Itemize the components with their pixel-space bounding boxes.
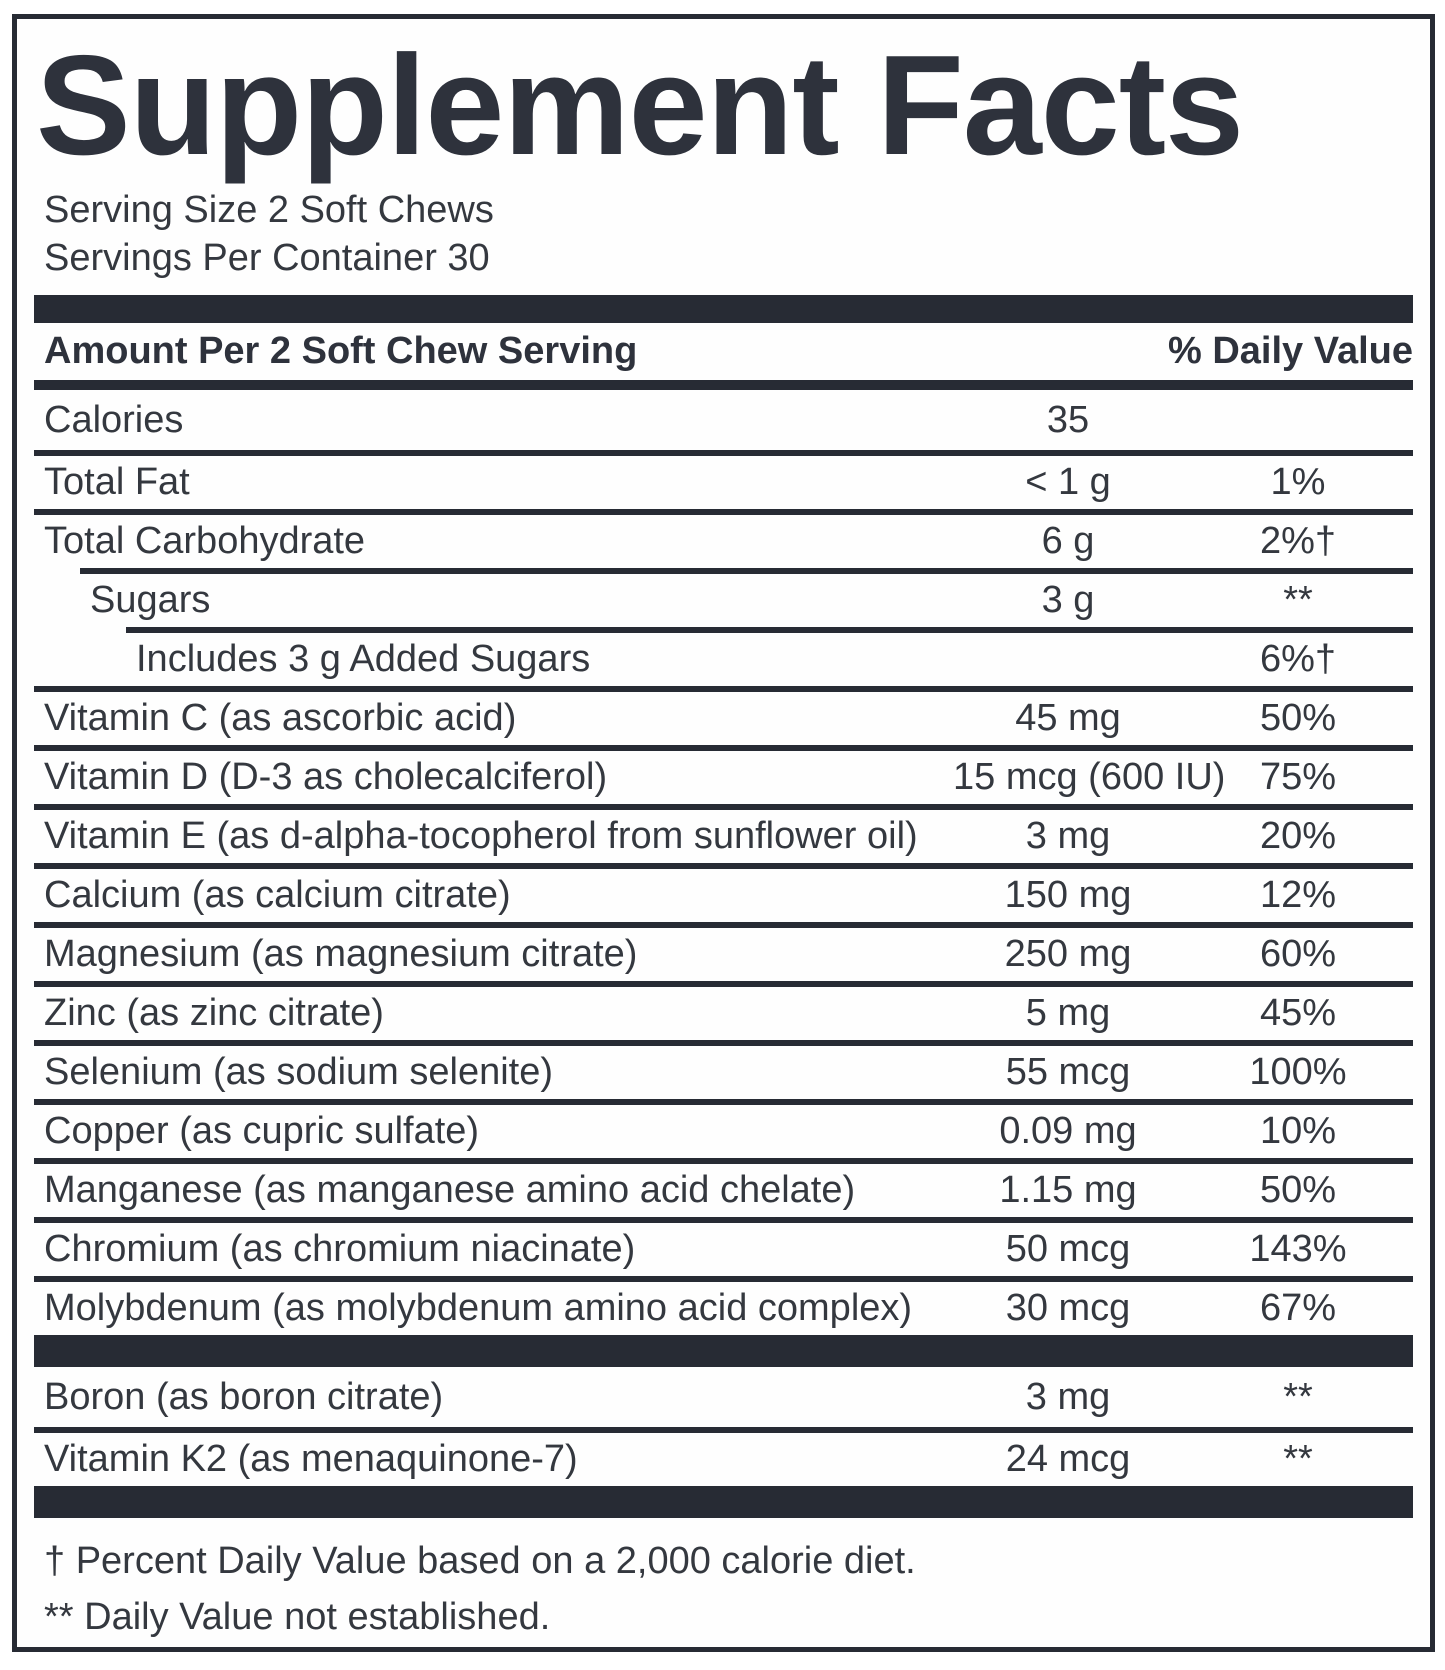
nutrient-row bbox=[34, 1158, 1413, 1217]
nutrient-name: Calcium (as calcium citrate) bbox=[44, 874, 511, 916]
footnote-daily-value: † Percent Daily Value based on a 2,000 calorie diet. bbox=[44, 1540, 916, 1582]
nutrient-amount: 3 g bbox=[1041, 579, 1095, 621]
nutrient-name: Calories bbox=[44, 398, 184, 441]
nutrient-amount: 3 mg bbox=[1025, 815, 1111, 857]
nutrient-amount: 3 mg bbox=[1025, 1375, 1111, 1418]
amount-column-header: Amount Per 2 Soft Chew Serving bbox=[44, 330, 638, 372]
nutrient-name: Boron (as boron citrate) bbox=[44, 1375, 444, 1418]
nutrient-daily-value: 50% bbox=[1259, 1169, 1337, 1211]
daily-value-column-header: % Daily Value bbox=[1167, 330, 1413, 372]
nutrient-amount: < 1 g bbox=[1025, 461, 1111, 503]
supplement-facts-panel bbox=[12, 14, 1435, 1652]
nutrient-daily-value: 60% bbox=[1259, 933, 1337, 975]
nutrient-daily-value: 100% bbox=[1249, 1051, 1347, 1093]
middle-divider-bar bbox=[34, 1335, 1413, 1367]
nutrient-name: Zinc (as zinc citrate) bbox=[44, 992, 384, 1034]
nutrient-row bbox=[126, 627, 1413, 686]
nutrient-daily-value: 143% bbox=[1249, 1228, 1347, 1270]
nutrient-row bbox=[34, 686, 1413, 745]
nutrient-daily-value: 67% bbox=[1259, 1287, 1337, 1329]
nutrient-daily-value: 1% bbox=[1270, 461, 1326, 503]
nutrient-name: Copper (as cupric sulfate) bbox=[44, 1110, 480, 1152]
nutrient-name: Magnesium (as magnesium citrate) bbox=[44, 933, 638, 975]
nutrient-amount: 30 mcg bbox=[1005, 1287, 1131, 1329]
nutrient-row bbox=[34, 1367, 1413, 1427]
nutrient-row bbox=[34, 1040, 1413, 1099]
nutrient-row bbox=[34, 922, 1413, 981]
nutrient-row bbox=[34, 509, 1413, 568]
nutrient-row bbox=[34, 863, 1413, 922]
nutrient-amount: 15 mcg (600 IU) bbox=[953, 756, 1226, 798]
nutrient-row bbox=[80, 568, 1413, 627]
nutrient-row bbox=[34, 745, 1413, 804]
nutrient-name: Manganese (as manganese amino acid chelate) bbox=[44, 1169, 856, 1211]
nutrient-daily-value: ** bbox=[1283, 1375, 1313, 1418]
nutrient-name: Vitamin K2 (as menaquinone-7) bbox=[44, 1438, 578, 1480]
nutrient-row bbox=[34, 1427, 1413, 1486]
nutrient-amount: 24 mcg bbox=[1005, 1438, 1131, 1480]
nutrient-daily-value: 10% bbox=[1259, 1110, 1337, 1152]
header-divider-rule bbox=[34, 380, 1413, 390]
nutrient-daily-value: 45% bbox=[1259, 992, 1337, 1034]
nutrient-amount: 5 mg bbox=[1025, 992, 1111, 1034]
nutrient-row bbox=[34, 1099, 1413, 1158]
nutrient-daily-value: ** bbox=[1283, 1438, 1313, 1480]
nutrient-name: Molybdenum (as molybdenum amino acid complex) bbox=[44, 1287, 913, 1329]
nutrient-amount: 6 g bbox=[1041, 520, 1095, 562]
nutrient-row bbox=[34, 1276, 1413, 1335]
nutrient-name: Vitamin C (as ascorbic acid) bbox=[44, 697, 517, 739]
nutrient-row bbox=[34, 804, 1413, 863]
nutrient-amount: 250 mg bbox=[1004, 933, 1132, 975]
nutrient-daily-value: 50% bbox=[1259, 697, 1337, 739]
nutrient-name: Chromium (as chromium niacinate) bbox=[44, 1228, 636, 1270]
nutrient-table bbox=[34, 390, 1413, 1335]
nutrient-daily-value: ** bbox=[1283, 579, 1313, 621]
nutrient-name: Total Fat bbox=[44, 461, 190, 503]
footnote-not-established: ** Daily Value not established. bbox=[44, 1596, 551, 1638]
top-divider-bar bbox=[34, 295, 1413, 323]
servings-per-container-line: Servings Per Container 30 bbox=[44, 237, 490, 279]
nutrient-daily-value: 6%† bbox=[1259, 638, 1337, 680]
nutrient-row bbox=[34, 981, 1413, 1040]
nutrient-daily-value: 2%† bbox=[1259, 520, 1337, 562]
nutrient-daily-value: 75% bbox=[1259, 756, 1337, 798]
nutrient-amount: 0.09 mg bbox=[999, 1110, 1137, 1152]
secondary-nutrient-table bbox=[34, 1367, 1413, 1486]
nutrient-amount: 50 mcg bbox=[1005, 1228, 1131, 1270]
nutrient-name: Vitamin E (as d-alpha-tocopherol from sunflower oil) bbox=[44, 815, 918, 857]
panel-title: Supplement Facts bbox=[36, 26, 1244, 185]
nutrient-daily-value: 12% bbox=[1259, 874, 1337, 916]
nutrient-amount: 35 bbox=[1046, 398, 1090, 441]
nutrient-name: Selenium (as sodium selenite) bbox=[44, 1051, 554, 1093]
nutrient-daily-value: 20% bbox=[1259, 815, 1337, 857]
nutrient-amount: 55 mcg bbox=[1005, 1051, 1131, 1093]
nutrient-row bbox=[34, 450, 1413, 509]
nutrient-amount: 150 mg bbox=[1004, 874, 1132, 916]
nutrient-row bbox=[34, 1217, 1413, 1276]
nutrient-name: Sugars bbox=[90, 579, 211, 621]
nutrient-amount: 1.15 mg bbox=[999, 1169, 1137, 1211]
serving-size-line: Serving Size 2 Soft Chews bbox=[44, 189, 494, 231]
nutrient-name: Total Carbohydrate bbox=[44, 520, 366, 562]
nutrient-amount: 45 mg bbox=[1015, 697, 1121, 739]
nutrient-row bbox=[34, 390, 1413, 450]
bottom-divider-bar bbox=[34, 1486, 1413, 1518]
table-header-row bbox=[34, 323, 1413, 380]
nutrient-name: Includes 3 g Added Sugars bbox=[136, 638, 591, 680]
nutrient-name: Vitamin D (D-3 as cholecalciferol) bbox=[44, 756, 608, 798]
